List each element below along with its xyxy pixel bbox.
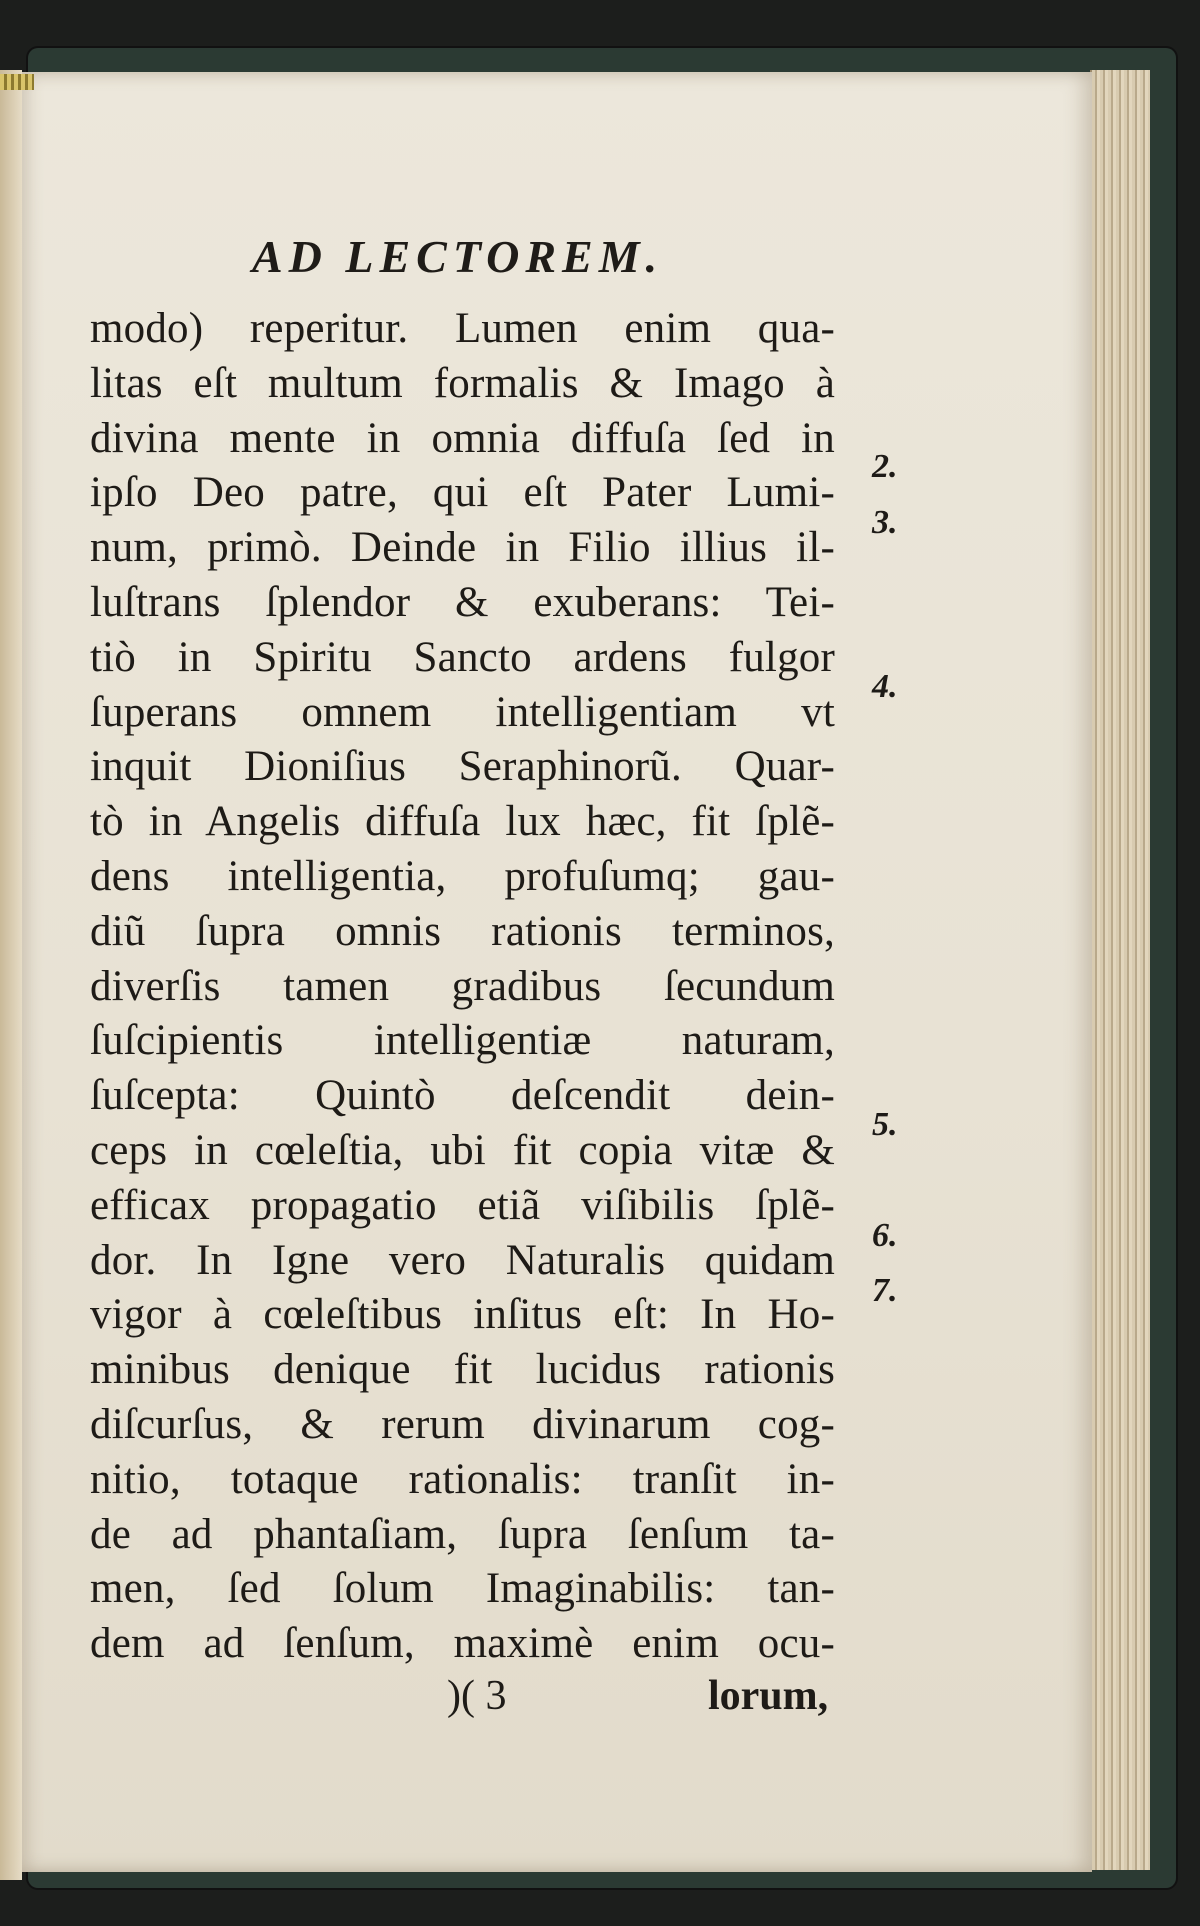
page-edges	[1090, 70, 1150, 1870]
text-line: nitio, totaque rationalis: tranſit in-	[90, 1455, 835, 1503]
text-line: ceps in cœleſtia, ubi fit copia vitæ &	[90, 1126, 835, 1174]
text-line: ſuſcepta: Quintò deſcendit dein-	[90, 1072, 835, 1120]
book-page	[22, 72, 1092, 1872]
text-line: dem ad ſenſum, maximè enim ocu-	[90, 1620, 835, 1668]
running-head: AD LECTOREM.	[252, 231, 664, 282]
text-line: dor. In Igne vero Naturalis quidam	[90, 1236, 835, 1284]
text-line: diverſis tamen gradibus ſecundum	[90, 962, 835, 1010]
margin-number: 5.	[872, 1106, 898, 1143]
text-line: ipſo Deo patre, qui eſt Pater Lumi-	[90, 469, 835, 517]
margin-number: 6.	[872, 1217, 898, 1254]
text-line: inquit Dioniſius Seraphinorũ. Quar-	[90, 743, 835, 791]
text-line: dens intelligentia, profuſumq; gau-	[90, 852, 835, 900]
text-line: men, ſed ſolum Imaginabilis: tan-	[90, 1565, 835, 1613]
body-text	[90, 302, 835, 1672]
margin-number: 7.	[872, 1272, 898, 1309]
facing-page-edge	[0, 70, 22, 1880]
text-line: efficax propagatio etiã viſibilis ſplẽ-	[90, 1181, 835, 1229]
text-line: litas eſt multum formalis & Imago à	[90, 359, 835, 407]
text-line: tiò in Spiritu Sancto ardens fulgor	[90, 633, 835, 681]
text-line: luſtrans ſplendor & exuberans: Tei-	[90, 578, 835, 626]
text-line: num, primò. Deinde in Filio illius il-	[90, 524, 835, 572]
text-line: ſuperans omnem intelligentiam vt	[90, 688, 835, 736]
text-line: modo) reperitur. Lumen enim qua-	[90, 305, 835, 352]
text-line: de ad phantaſiam, ſupra ſenſum ta-	[90, 1510, 835, 1558]
text-line: diũ ſupra omnis rationis terminos,	[90, 907, 835, 955]
text-line: vigor à cœleſtibus inſitus eſt: In Ho-	[90, 1291, 835, 1339]
signature-mark: )( 3	[447, 1673, 507, 1719]
binding-thread	[0, 74, 34, 90]
text-line: divina mente in omnia diffuſa ſed in	[90, 414, 835, 462]
text-line: ſuſcipientis intelligentiæ naturam,	[90, 1017, 835, 1065]
catchword: lorum,	[708, 1673, 829, 1719]
text-line: minibus denique fit lucidus rationis	[90, 1346, 835, 1394]
margin-number: 3.	[872, 504, 898, 541]
margin-number: 2.	[872, 448, 898, 485]
margin-number: 4.	[872, 668, 898, 705]
text-line: diſcurſus, & rerum divinarum cog-	[90, 1400, 835, 1448]
text-line: tò in Angelis diffuſa lux hæc, fit ſplẽ-	[90, 798, 835, 846]
